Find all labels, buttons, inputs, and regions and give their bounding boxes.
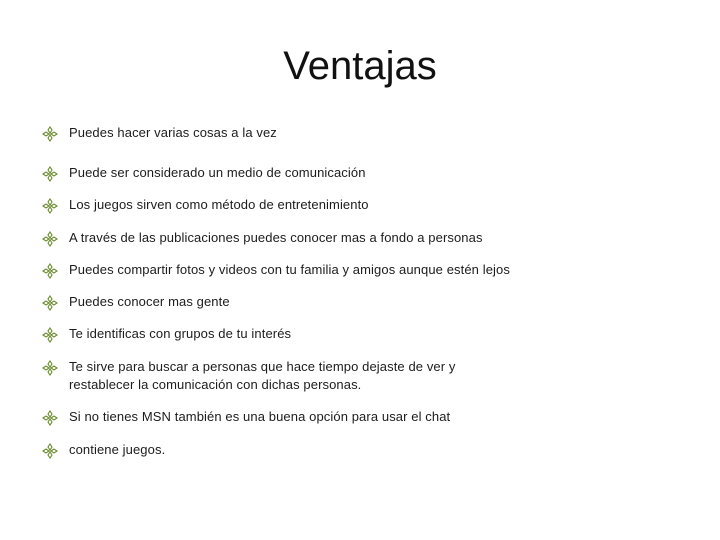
bullet-item	[42, 196, 682, 214]
four-diamond-bullet-icon	[42, 231, 58, 247]
bullet-item	[42, 358, 682, 394]
four-diamond-bullet-icon	[42, 166, 58, 182]
bullet-item	[42, 408, 682, 426]
slide-title-text: Ventajas	[283, 44, 437, 88]
bullet-item	[42, 164, 682, 182]
bullet-text: Los juegos sirven como método de entretenimiento	[69, 197, 369, 212]
slide-title	[0, 40, 720, 92]
bullet-text: Te identificas con grupos de tu interés	[69, 326, 292, 341]
bullet-text: Puede ser considerado un medio de comunicación	[69, 165, 366, 180]
four-diamond-bullet-icon	[42, 295, 58, 311]
bullet-text: Puedes hacer varias cosas a la vez	[69, 125, 277, 140]
bullet-text: contiene juegos.	[69, 442, 166, 457]
bullet-item	[42, 325, 682, 343]
bullet-text: A través de las publicaciones puedes conocer mas a fondo a personas	[69, 230, 483, 245]
bullet-item	[42, 293, 682, 311]
bullet-text: Te sirve para buscar a personas que hace tiempo dejaste de ver y restablecer la comunicación con dichas personas.	[69, 359, 456, 392]
bullet-item	[42, 261, 682, 279]
bullet-text: Puedes compartir fotos y videos con tu familia y amigos aunque estén lejos	[69, 262, 510, 277]
bullet-text: Puedes conocer mas gente	[69, 294, 230, 309]
four-diamond-bullet-icon	[42, 410, 58, 426]
four-diamond-bullet-icon	[42, 327, 58, 343]
four-diamond-bullet-icon	[42, 263, 58, 279]
bullet-item	[42, 441, 682, 459]
four-diamond-bullet-icon	[42, 198, 58, 214]
bullet-item	[42, 229, 682, 247]
bullet-item	[42, 124, 682, 142]
four-diamond-bullet-icon	[42, 360, 58, 376]
bullet-text: Si no tienes MSN también es una buena opción para usar el chat	[69, 409, 451, 424]
four-diamond-bullet-icon	[42, 443, 58, 459]
four-diamond-bullet-icon	[42, 126, 58, 142]
